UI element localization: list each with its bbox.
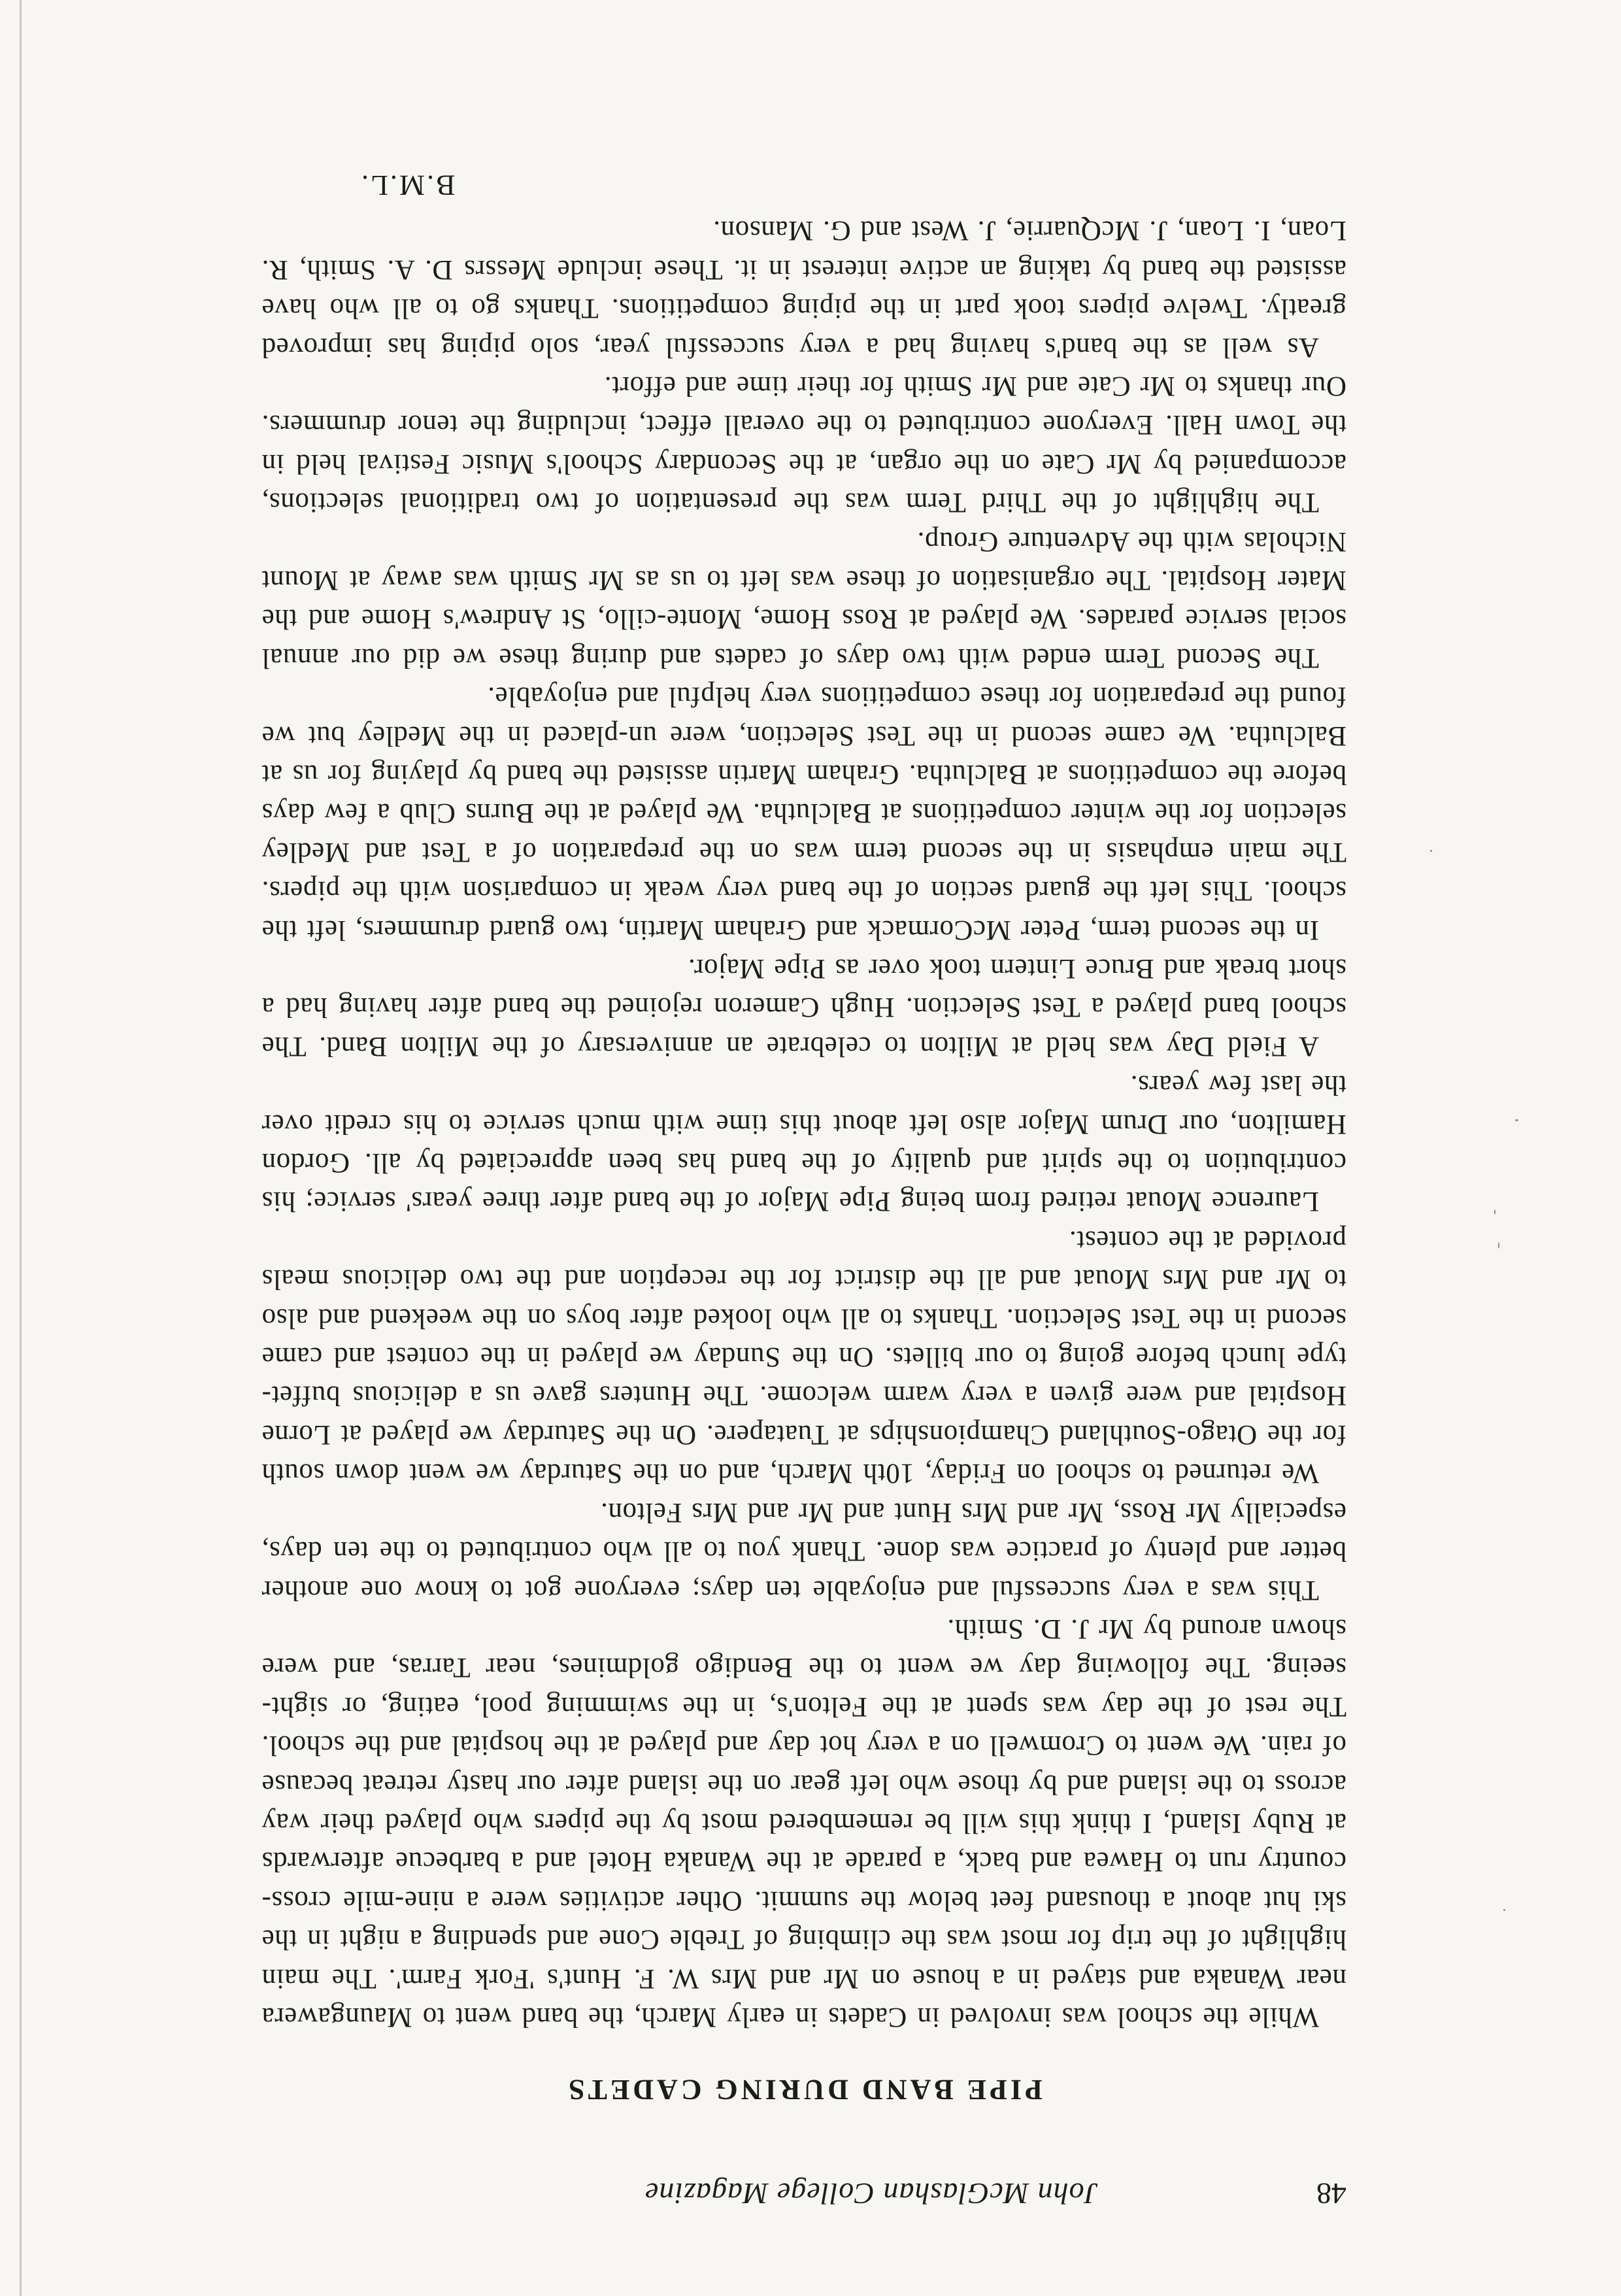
article-title: PIPE BAND DURING CADETS bbox=[565, 2074, 1043, 2106]
page-content bbox=[261, 169, 1346, 2211]
paragraph: In the second term, Peter McCormack and Graham Martin, two guard drummers, left the school. This left the guard section of the band very weak in comparison with the pipers. The main emphasis in the second term was on the preparation of a Test and Medley selection for the winter competitions at Balclutha. We played at the Burns Club a few days before the competitions at Balclutha. Graham Martin assisted the band by playing for us at Balclutha. We came second in the Test Selection, were un-placed in the Medley but we found the preparation for these competitions very helpful and enjoyable. bbox=[261, 681, 1346, 945]
scan-speck bbox=[1503, 1909, 1505, 1911]
paragraph: This was a very successful and enjoyable ten days; everyone got to know one another better and plenty of practice was done. Thank you to all who contributed to the ten days, especially Mr Ross, Mr and Mrs Hunt and Mr and Mrs Felton. bbox=[261, 1496, 1346, 1606]
paragraph: A Field Day was held at Milton to celebrate an anniversary of the Milton Band. The school band played a Test Selection. Hugh Cameron rejoined the band after having had a short break and Bruce Lintern took over as Pipe Major. bbox=[261, 953, 1346, 1062]
paragraph: As well as the band's having had a very successful year, solo piping has improved greatly. Twelve pipers took part in the piping competitions. Thanks go to all who have assisted the band by taking an active interest in it. These include Messrs D. A. Smith, R. Loan, I. Loan, J. McQuarrie, J. West and G. Manson. bbox=[261, 215, 1346, 363]
scan-speck bbox=[1515, 1119, 1518, 1121]
magazine-title: John McGlashan College Magazine bbox=[644, 2177, 1098, 2210]
paragraph: The highlight of the Third Term was the presentation of two traditional selections, accompanied by Mr Cate on the organ, at the Secondary School's Music Festival held in the Town Hall. Everyone contributed to the overall effect, including the tenor drummers. Our thanks to Mr Cate and Mr Smith for their time and effort. bbox=[261, 370, 1346, 518]
page-number: 48 bbox=[1316, 2177, 1346, 2210]
paragraph: The Second Term ended with two days of cadets and during these we did our annual social service parades. We played at Ross Home, Monte-cillo, St Andrew's Home and the Mater Hospital. The organisation of these was left to us as Mr Smith was away at Mount Nicholas with the Adventure Group. bbox=[261, 526, 1346, 673]
paragraph: Laurence Mouat retired from being Pipe Major of the band after three years' service; his contribution to the spirit and quality of the band has been appreciated by all. Gordon Hamilton, our Drum Major also left about this time with much service to his credit over the last few years. bbox=[261, 1070, 1346, 1217]
paragraph: While the school was involved in Cadets in early March, the band went to Maungawera near Wanaka and stayed in a house on Mr and Mrs W. F. Hunt's 'Fork Farm'. The main highlight of the trip for most was the climbing of Treble Cone and spending a night in the ski hut about a thousand feet below the summit. Other activities were a nine-mile cross-country run to Hawea and back, a parade at the Wanaka Hotel and a barbecue afterwards at Ruby Island, I think this will be remembered most by the pipers who played their way across to the island and by those who left gear on the island after our hasty retreat because of rain. We went to Cromwell on a very hot day and played at the hospital and the school. The rest of the day was spent at the Felton's, in the swimming pool, eating, or sight-seeing. The following day we went to the Bendigo goldmines, near Tarras, and were shown around by Mr J. D. Smith. bbox=[261, 1613, 1346, 2033]
scan-speck bbox=[1430, 850, 1432, 852]
scan-speck bbox=[1494, 1209, 1496, 1215]
paragraph: We returned to school on Friday, 10th March, and on the Saturday we went down south for the Otago-Southland Championships at Tuatapere. On the Saturday we played at Lorne Hospital and were given a very warm welcome. The Hunters gave us a delicious buffet-type lunch before going to our billets. On the Sunday we played in the contest and came second in the Test Selection. Thanks to all who looked after boys on the weekend and also to Mr and Mrs Mouat and all the district for the reception and the two delicious meals provided at the contest. bbox=[261, 1224, 1346, 1489]
running-head bbox=[261, 2165, 1346, 2211]
scan-speck bbox=[1498, 1242, 1499, 1249]
author-initials: B.M.L. bbox=[359, 169, 456, 201]
